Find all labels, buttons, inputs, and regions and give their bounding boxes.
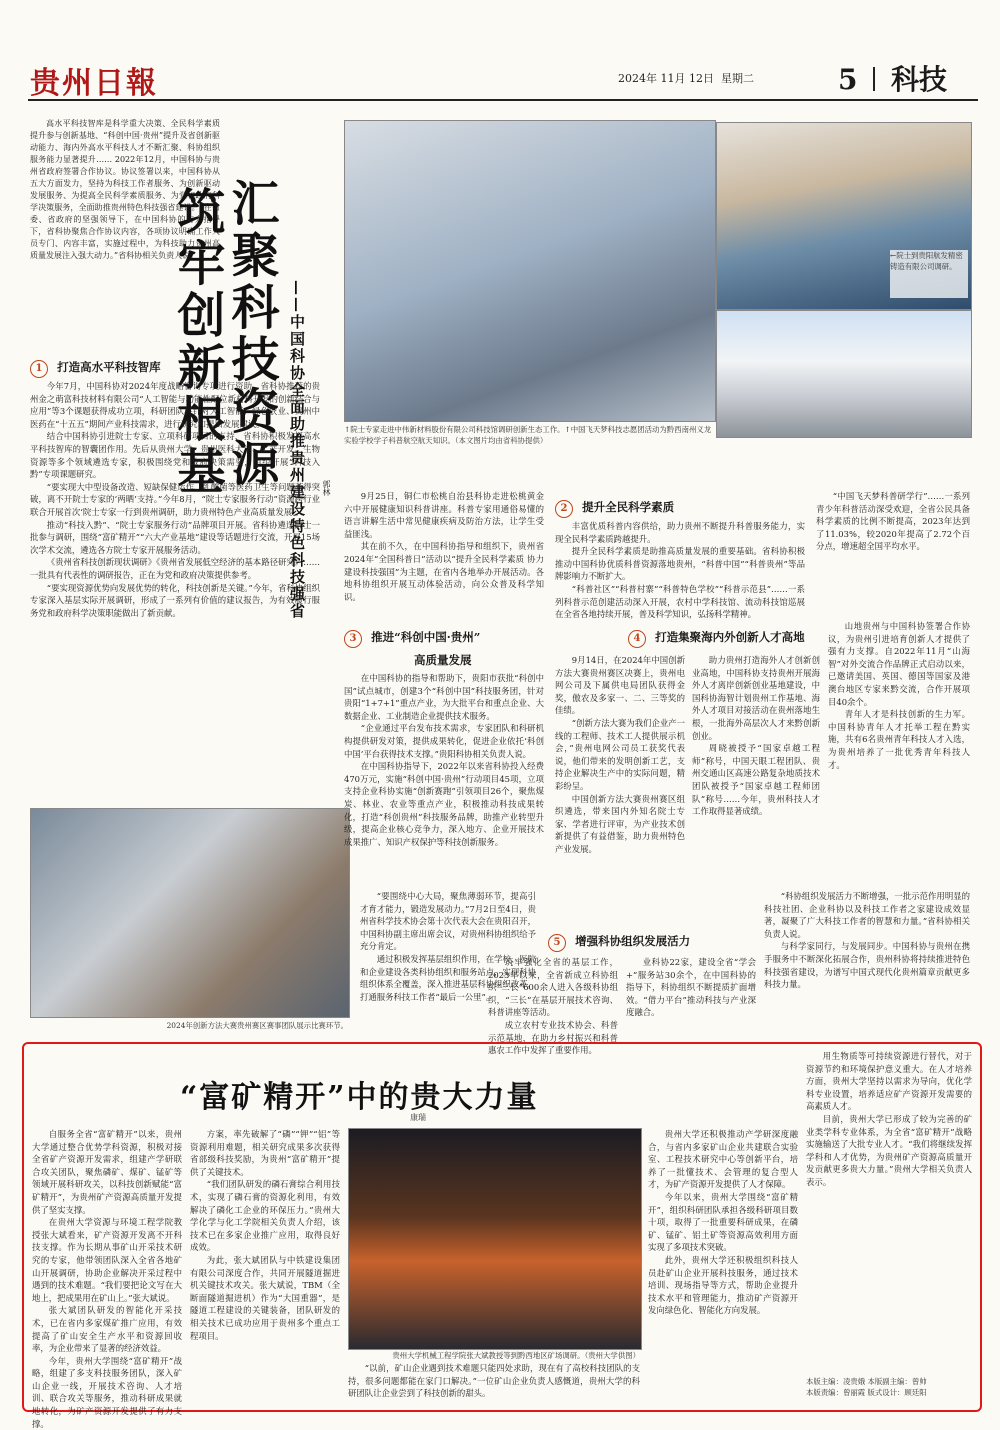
section-1-number: 1 <box>30 360 48 378</box>
bottom-article-paragraph: 此外，贵州大学还积极组织科技人员赴矿山企业开展科技服务，通过技术培训、现场指导等方式，帮助企业提升技术水平和管理能力，推动矿产资源开发向绿色化、智能化方向发展。 <box>648 1254 798 1316</box>
bottom-article-paragraph: 方案，率先破解了“磷”“钾”“铝”等资源利用难题，相关研究成果多次获得省部级科技奖励，为贵州“富矿精开”提供了关键技术。 <box>190 1129 340 1177</box>
bottom-article-paragraph: 用生物质等可持续资源进行替代，对于资源节约和环境保护意义重大。在人才培养方面，贵州大学坚持以需求为导向，优化学科专业设置，培养适应矿产资源开发需要的高素质人才。 <box>806 1051 972 1112</box>
section-2-number: 2 <box>555 500 573 518</box>
credits-line-2: 本版责编：曾丽霞 版式设计：顾廷阳 <box>806 1388 927 1397</box>
section-3-header <box>344 626 544 666</box>
section-3-number: 3 <box>344 630 362 648</box>
section-5-paragraph: 成立农村专业技术协会、科普示范基地，在助力乡村振兴和科普惠农工作中发挥了重要作用。 <box>488 1019 618 1056</box>
bottom-article-col-1 <box>32 1128 182 1429</box>
headline-subtitle: ——中国科协全面助推贵州建设特色科技强省 <box>288 280 306 620</box>
bottom-article-paragraph: 在贵州大学资源与环境工程学院教授张大斌看来，矿产资源开发离不开科技支撑。作为长期从事矿山开采技术研究的专家，他带领团队深入全省各地矿山开展调研，协助企业解决开采过程中遇到的技术难题。“我们要把论文写在大地上，把成果用在矿山上。”张大斌说。 <box>32 1217 182 1303</box>
section-4-paragraph: 助力贵州打造海外人才创新创业高地，中国科协支持贵州开展海外人才离岸创新创业基地建设，中国科协海智计划贵州工作基地、海外人才项目对接活动在贵州落地生根，一批海外高层次人才来黔创新创业。 <box>692 655 820 741</box>
bottom-article-paragraph: “以前，矿山企业遇到技术难题只能四处求助，现在有了高校科技团队的支持，很多问题都能在家门口解决。”一位矿山企业负责人感慨道，贵州大学的科研团队让企业尝到了科技创新的甜头。 <box>348 1363 640 1399</box>
bottom-article-author: 康瑞 <box>410 1113 426 1122</box>
headline-author: 郭林 <box>322 480 331 496</box>
section-3-heading-2: 高质量发展 <box>414 653 472 667</box>
dateline <box>618 70 754 86</box>
section-1-paragraph: “要实现资源优势向发展优势的转化，科技创新是关键。”今年，省科协组织专家深入基层实际开展调研，形成了一系列有价值的建议报告，为有效履行服务党和政府科学决策职能做出了新贡献。 <box>30 582 320 618</box>
masthead-rule <box>28 55 978 101</box>
section-1-paragraph: 结合中国科协引进院士专家、立项科研项目的支持，省科协积极发挥高水平科技智库的智囊团作用。先后从贵州大学、贵州医科大学、矿产开发、生物资源等多个领域遴选专家，积极围绕党和政府决策需要，组织开展“科技入黔”专项课题研究。 <box>30 431 320 480</box>
section-4-number: 4 <box>628 630 646 648</box>
section-3-paragraph: “企业通过平台发布技术需求，专家团队和科研机构提供研发对策，提供成果转化，促进企业依托‘科创中国’平台获得技术支撑。”贵阳科协相关负责人说。 <box>344 723 544 759</box>
section-1-heading: 打造高水平科技智库 <box>57 360 161 374</box>
bottom-article-title: “富矿精开”中的贵大力量 <box>180 1080 539 1115</box>
bottom-article-paragraph: 目前，贵州大学已形成了较为完善的矿业类学科专业体系，为全省“富矿精开”战略实施输送了大批专业人才。“我们将继续发挥学科和人才优势，为贵州矿产资源高质量开发贡献更多贵大力量。”贵州大学相关负责人表示。 <box>806 1113 972 1187</box>
bottom-article-paragraph: 今年以来，贵州大学围绕“富矿精开”，组织科研团队承担各级科研项目数十项，取得了一批重要科研成果，在磷矿、锰矿、铝土矿等资源高效利用方面实现了多项技术突破。 <box>648 1191 798 1253</box>
lead-intro-text: 高水平科技智库是科学重大决策、全民科学素质提升参与创新基地、“科创中国·贵州”提升及省创新驱动能力、海内外高水平科技人才不断汇聚、科协组织服务能力显著提升…… 2022年12月，中国科协与贵州省政府签署合作协议。协议签署以来，中国科协从五大方面发力，坚持为科技工作者服务、为创新驱动发展服务、为提高全民科学素质服务、为党和政府科学决策服务，全面助推贵州特色科技强省建设。“在省委、省政府的坚强领导下，在中国科协的有力指导下，省科协聚焦合作协议内容，各项协议明确工作人员专门、内容丰富，实施过程中，为科技助力贵州高质量发展注入强大动力。”省科协相关负责人说。 <box>30 119 220 260</box>
section-4-heading: 打造集聚海内外创新人才高地 <box>655 630 805 644</box>
section-4-body-b <box>692 654 820 880</box>
photo-competition <box>30 808 350 1018</box>
newspaper-logo: 贵州日報 <box>30 66 158 101</box>
bottom-article-col-2 <box>190 1128 340 1400</box>
headline-main-1: 汇聚科技资源 <box>223 178 279 490</box>
bottom-article-paragraph: 为此，张大斌团队与中铁建设集团有限公司深度合作，共同开展隧道掘进机关键技术攻关。张大斌说，TBM（全断面隧道掘进机）作为“大国重器”，是隧道工程建设的关键装备，团队研发的相关技术已成功应用于贵州多个重点工程项目。 <box>190 1254 340 1341</box>
section-2-paragraph: 提升全民科学素质是助推高质量发展的重要基础。省科协积极推动中国科协优质科普资源落地贵州，“科普中国”“科普贵州”等品牌影响力不断扩大。 <box>555 546 805 582</box>
section-2-paragraph: “中国飞天梦科普研学行”……一系列青少年科普活动深受欢迎，全省公民具备科学素质的比例不断提高，2023年达到了11.03%，较2020年提高了2.72个百分点，增速超全国平均水平。 <box>816 491 970 552</box>
section-4-paragraph: 中国创新方法大赛贵州赛区组织遴选，带来国内外知名院士专家、学者进行评审，为产业技术创新提供了有益借鉴，助力贵州特色产业发展。 <box>555 793 685 854</box>
section-5-paragraph: 通过积极发挥基层组织作用，在学校、医院和企业建设各类科协组织和服务站点，实现科协组织体系全覆盖，深入推进基层科协组织改革，打通服务科技工作者“最后一公里”。 <box>360 953 536 1002</box>
section-5-heading: 增强科协组织发展活力 <box>575 934 691 948</box>
bottom-article-paragraph: 自服务全省“富矿精开”以来，贵州大学通过整合优势学科资源，积极对接全省矿产资源开发需求，组建产学研联合攻关团队，聚焦磷矿、煤矿、锰矿等领域开展科研攻关，以科技创新赋能“富矿精开”，为贵州矿产资源高质量开发提供了坚实支撑。 <box>32 1129 182 1215</box>
bottom-article-paragraph: 今年，贵州大学围绕“富矿精开”战略，组建了多支科技服务团队，深入矿山企业一线，开展技术咨询、人才培训、联合攻关等服务，推动科研成果就地转化，为矿产资源开发提供了有力支撑。 <box>32 1355 182 1429</box>
caption-right: ←院士到贵阳航发精密铸造有限公司调研。 <box>890 250 968 298</box>
header-divider <box>873 67 875 91</box>
section-name: 科技 <box>890 63 947 96</box>
section-2-body-c <box>816 490 970 612</box>
caption-mine: 贵州大学机械工程学院张大斌教授等到黔西地区矿场调研。（贵州大学供图） <box>392 1351 640 1360</box>
section-5-header <box>548 930 798 950</box>
bottom-article-col-5 <box>806 1050 972 1370</box>
section-3-body <box>344 672 544 882</box>
section-2-heading: 提升全民科学素质 <box>582 500 675 514</box>
page-header <box>838 58 947 98</box>
photo-students <box>716 310 972 438</box>
caption-left: 2024年创新方法大赛贵州赛区赛事团队展示比赛环节。 <box>166 1021 348 1030</box>
section-4-body-a <box>555 654 685 880</box>
section-4-paragraph: “创新方法大赛为我们企业产一线的工程师、技术工人提供展示机会，”贵州电网公司员工获奖代表说，他们带来的发明创新工艺，支持企业解决生产中的实际问题，精彩纷呈。 <box>555 717 685 791</box>
section-5-paragraph: “要围绕中心大局，聚焦薄弱环节，提高引才育才能力，锻造发展动力。”7月2日至4日，贵州省科学技术协会第十次代表大会在贵阳召开，中国科协副主席出席会议，对贵州科协组织给予充分肯定。 <box>360 891 536 952</box>
section-4-paragraph: 青年人才是科技创新的生力军。中国科协青年人才托举工程在黔实施，共有6名贵州青年科技人才入选，为贵州培养了一批优秀青年科技人才。 <box>828 709 970 770</box>
section-5-number: 5 <box>548 934 566 952</box>
section-1-paragraph: 《贵州省科技创新现状调研》《贵州省发展低空经济的基本路径研究》……一批具有代表性的调研报告，正在为党和政府决策提供参考。 <box>30 557 320 580</box>
section-1-paragraph: 推动“科技入黔”、“院士专家服务行动”品牌项目开展。省科协遴选院士一批参与调研，围绕“富矿精开”“六大产业基地”建设等话题进行交流，开展15场次学术交流，遴选各方院士专家开展服务活动。 <box>30 519 320 555</box>
bottom-article-paragraph: 贵州大学还积极推动产学研深度融合，与省内多家矿山企业共建联合实验室、工程技术研究中心等创新平台，培养了一批懂技术、会管理的复合型人才，为矿产资源开发提供了人才保障。 <box>648 1129 798 1190</box>
bottom-article-paragraph: 张大斌团队研发的智能化开采技术，已在省内多家煤矿推广应用，有效提高了矿山安全生产水平和资源回收率，为企业带来了显著的经济效益。 <box>32 1305 182 1354</box>
section-4-paragraph: 9月14日，在2024年中国创新方法大赛贵州赛区决赛上，贵州电网公司及下属供电局团队获得金奖，傲农及多家一、二、三等奖的佳绩。 <box>555 655 685 716</box>
headline-main-2: 筑牢创新根基 <box>169 186 225 498</box>
photo-tech-museum <box>344 120 716 422</box>
section-5-body-d <box>764 890 970 1032</box>
section-1-body <box>30 380 320 800</box>
photo-mine <box>348 1128 642 1350</box>
section-2-paragraph: 9月25日，铜仁市松桃自治县科协走进松桃黄金六中开展健康知识科普讲座。科普专家用通俗易懂的语言讲解生活中常见健康疾病及防治方法，让学生受益匪浅。 <box>344 491 544 539</box>
section-2-body-a <box>344 490 544 610</box>
section-5-paragraph: “科协组织发展活力不断增强，一批示范作用明显的科技社团、企业科协以及科技工作者之家建设成效显著，凝聚了广大科技工作者的智慧和力量。”省科协相关负责人说。 <box>764 891 970 939</box>
section-4-body-c <box>828 620 970 882</box>
section-5-body-c <box>626 956 756 1032</box>
section-1-paragraph: “要实现大中型设备改造、短缺保健运作、乳酸菌等医药卫生等问题获得突破，离不开院士专家的‘两晒’支持。”今年8月，“院士专家服务行动”资源跨行业联合开展首次‘院士专家一行到贵州调研，助力贵州特色产业高质量发展’。 <box>30 481 320 517</box>
credits-line-1: 本版主编：凌贵娥 本版副主编：曾帅 <box>806 1377 927 1386</box>
section-4-paragraph: 周晓被授予“国家卓越工程师”称号，中国天眼工程团队、贵州交通山区高速公路复杂地质技术团队被授予“国家卓越工程师团队”称号……今年，贵州科技人才工作取得显著成绩。 <box>692 743 820 817</box>
bottom-article-col-4 <box>648 1128 798 1400</box>
section-2-paragraph: “科普社区”“科普村寨”“科普特色学校”“科普示范县”……一系列科普示范创建活动深入开展，农村中学科技馆、流动科技馆巡展在全省各地持续开展，普及科学知识，弘扬科学精神。 <box>555 583 805 620</box>
caption-top: ↑院士专家走进中伟新材料股份有限公司科技馆调研创新生态工作。↑中国飞天梦科技志愿团活动为黔西南州义龙实验学校学子科普航空航天知识。（本文图片均由省科协提供） <box>344 425 712 445</box>
bottom-article-paragraph: “我们团队研发的磷石膏综合利用技术，实现了磷石膏的资源化利用，有效解决了磷化工企业的环保压力。”贵州大学化学与化工学院相关负责人介绍，该技术已在多家企业推广应用，取得良好成效。 <box>190 1179 340 1253</box>
section-5-paragraph: 业科协22家，建设全省“学会+”服务站30余个，在中国科协的指导下，科协组织不断提质扩面增效。“借力平台”推动科技与产业深度融合。 <box>626 957 756 1018</box>
section-1-header <box>30 356 330 376</box>
section-5-paragraph: 与科学家同行，与发展同步。中国科协与贵州在携手服务中不断深化拓展合作，贵州科协将持续推进特色科技强省建设，为谱写中国式现代化贵州篇章贡献更多科技力量。 <box>764 941 970 990</box>
section-2-body-b <box>555 520 805 620</box>
page-credits <box>806 1376 972 1398</box>
section-5-paragraph: 筑牢强化全省的基层工作，2023年以来，全省新成立科协组织“三长”600余人进入各级科协组织，“三长”在基层开展技术咨询、科普讲座等活动。 <box>488 957 618 1018</box>
section-3-heading-1: 推进“科创中国·贵州” <box>371 630 481 644</box>
section-2-paragraph: 其在前不久，在中国科协指导和组织下，贵州省2024年“全国科普日”活动以“提升全民科学素质 协力建设科技强国”为主题，在省内各地举办开展活动。各地科协组织开展互动体验活动，向公众普及科学知识。 <box>344 541 544 602</box>
bottom-article-col-3 <box>348 1362 640 1400</box>
section-3-paragraph: 在中国科协指导下，2022年以来省科协投入经费470万元，实施“科创中国·贵州”行动项目45项，立项支持企业科协实施“创新赛跑”引领项目26个，聚焦煤炭、林业、农业等重点产业，积极推动科技成果转化，打造“科创贵州”科技服务品牌，助推产业转型升级，提高企业核心竞争力，深入地方、企业开展技术成果推广、知识产权保护等科技创新服务。 <box>344 761 544 847</box>
page-number: 5 <box>838 63 858 96</box>
section-2-paragraph: 丰富优质科普内容供给，助力贵州不断提升科普服务能力，实现全民科学素质跨越提升。 <box>555 521 805 544</box>
section-5-body-b <box>488 956 618 1056</box>
issue-weekday: 星期二 <box>721 72 754 85</box>
section-4-paragraph: 山地贵州与中国科协签署合作协议，为贵州引进培育创新人才提供了强有力支撑。自2022年11月“山海智”对外交流合作品牌正式启动以来，已邀请美国、英国、德国等国家及港澳台地区专家来黔交流，合作开展项目40余个。 <box>828 621 970 707</box>
section-1-paragraph: 今年7月，中国科协对2024年度战略咨询专项进行资助，省科协推荐的贵州金之萌富科技材料有限公司“人工智能与功能性配位新材料开发的创新结合与应用”等3个课题获得成功立项，科研团队将针对人工智能、绿色农业、贵州中医药在“十五五”期间产业科技需求，进行研究和提出发展建议。 <box>30 381 320 429</box>
section-3-paragraph: 在中国科协的指导和帮助下，贵阳市获批“科创中国”试点城市，创建3个“科创中国”科技服务团，针对贵阳“1+7+1”重点产业，为大批平台和重点企业、大数据企业、工业制造企业提供技术服务。 <box>344 673 544 721</box>
issue-date: 2024年 11月 12日 <box>618 72 714 85</box>
section-2-header <box>555 496 805 516</box>
